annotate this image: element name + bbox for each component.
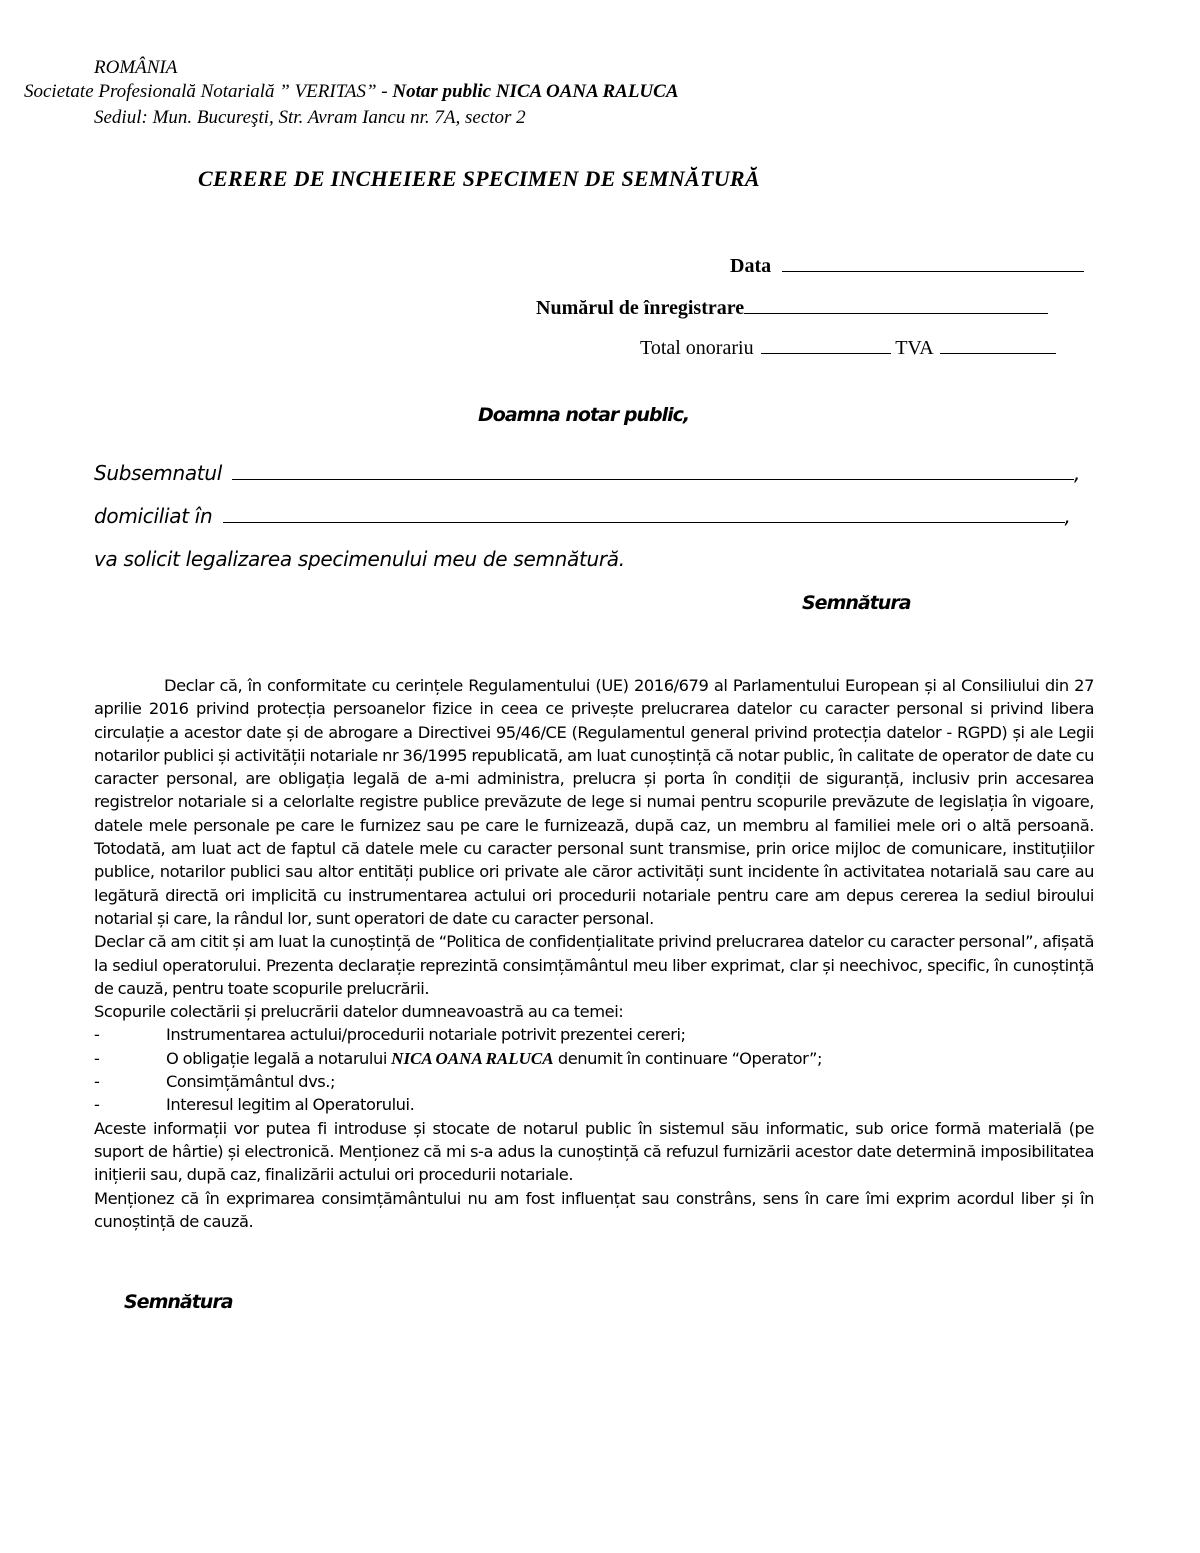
declaration-paragraph-5: Menționez că în exprimarea consimțământului nu am fost influențat sau constrâns, sens în care îmi exprim acordul liber și în cunoștință de cauză. <box>94 1188 1094 1231</box>
date-line[interactable] <box>782 253 1084 272</box>
bullet-dash: - <box>94 1025 100 1045</box>
purpose-item <box>94 1047 1094 1070</box>
purpose-text: Interesul legitim al Operatorului. <box>166 1095 415 1115</box>
country-line: ROMÂNIA <box>94 57 178 78</box>
date-field <box>730 253 1084 278</box>
notary-office-line <box>24 80 679 104</box>
address-line: Sediul: Mun. Bucureşti, Str. Avram Iancu nr. 7A, sector 2 <box>94 107 526 128</box>
salutation: Doamna notar public, <box>478 404 690 426</box>
declaration-paragraph-4: Aceste informații vor putea fi introduse și stocate de notarul public în sistemul său informatic, sub orice formă materială (pe suport de hârtie) și electronică. Menționez că mi s-a adus la cunoștință că refuzul furnizării acestor date determină imposibilitatea inițierii sau, după caz, finalizării actului ori procedurii notariale. <box>94 1118 1094 1185</box>
domicile-label: domiciliat în <box>94 504 213 528</box>
registration-line[interactable] <box>744 295 1048 314</box>
declaration-paragraph-2: Declar că am citit și am luat la cunoștință de “Politica de confidențialitate privind prelucrarea datelor cu caracter personal”, afișată la sediul operatorului. Prezenta declarație reprezintă consimțământul meu liber exprimat, clar și neechivoc, specific, în cunoștință de cauză, pentru toate scopurile prelucrării. <box>94 932 1094 998</box>
purpose-text: O obligație legală a notarului <box>166 1048 392 1068</box>
purpose-text: denumit în continuare “Operator”; <box>553 1048 823 1068</box>
declaration-paragraph-1: Declar că, în conformitate cu cerințele Regulamentului (UE) 2016/679 al Parlamentului European și al Consiliului din 27 aprilie 2016 privind protecția persoanelor fizice in ceea ce privește prelucrarea datelor cu caracter personal si privind libera circulație a acestor date și de abrogare a Directivei 95/46/CE (Regulamentul general privind protecția datelor - RGPD) și ale Legii notarilor publici și activității notariale nr 36/1995 republicată, am luat cunoștință că notar public, în calitate de operator de date cu caracter personal, are obligația legală de a-mi administra, prelucra și porta în condiții de siguranță, inclusiv prin accesarea registrelor notariale si a celorlalte registre publice prevăzute de lege si numai pentru scopurile prevăzute de legislația în vigoare, datele mele personale pe care le furnizez sau pe care le furnizează, după caz, un membru al familiei mele ori o altă persoană. Totodată, am luat act de faptul că datele mele cu caracter personal sunt transmise, prin orice mijloc de comunicare, instituțiilor publice, notarilor publici sau altor entități publice ori private ale căror activități sunt incidente în activitatea notarială sau care au legătură directă ori implicită cu instrumentarea actului ori procedurii notariale pentru care am depus cererea la sediul biroului notarial și care, la rândul lor, sunt operatori de date cu caracter personal. <box>94 676 1094 928</box>
fee-field <box>640 335 1056 360</box>
purpose-text: Instrumentarea actului/procedurii notariale potrivit prezentei cereri; <box>166 1025 686 1045</box>
society-name: ” VERITAS” - <box>279 81 393 102</box>
undersigned-line[interactable] <box>232 461 1074 480</box>
domicile-field <box>94 504 1071 528</box>
purpose-item <box>94 1093 1094 1116</box>
operator-name: NICA OANA RALUCA <box>391 1048 554 1068</box>
fee-label: Total onorariu <box>640 337 754 359</box>
undersigned-comma: , <box>1074 461 1081 485</box>
undersigned-label: Subsemnatul <box>94 461 222 485</box>
undersigned-field <box>94 461 1080 485</box>
bullet-dash: - <box>94 1072 100 1092</box>
domicile-line[interactable] <box>223 504 1065 523</box>
registration-label: Numărul de înregistrare <box>536 297 745 319</box>
bullet-dash: - <box>94 1095 100 1115</box>
purpose-item <box>94 1070 1094 1093</box>
vat-line[interactable] <box>940 335 1056 354</box>
domicile-comma: , <box>1064 504 1071 528</box>
fee-line[interactable] <box>761 335 891 354</box>
request-line: va solicit legalizarea specimenului meu de semnătură. <box>94 547 625 571</box>
signature-label-bottom: Semnătura <box>124 1291 233 1313</box>
page-title: CERERE DE INCHEIERE SPECIMEN DE SEMNĂTURĂ <box>198 166 760 191</box>
vat-label: TVA <box>895 337 933 359</box>
date-label: Data <box>730 255 772 277</box>
registration-field <box>536 295 1048 320</box>
notary-name: Notar public NICA OANA RALUCA <box>392 81 679 102</box>
signature-label-top: Semnătura <box>802 592 911 614</box>
purpose-item <box>94 1023 1094 1046</box>
purpose-text: Consimțământul dvs.; <box>166 1072 336 1092</box>
gdpr-declaration <box>94 674 1094 1233</box>
society-prefix: Societate Profesională Notarială <box>24 81 280 102</box>
declaration-paragraph-3: Scopurile colectării și prelucrării datelor dumneavoastră au ca temei: <box>94 1002 624 1022</box>
bullet-dash: - <box>94 1048 100 1068</box>
